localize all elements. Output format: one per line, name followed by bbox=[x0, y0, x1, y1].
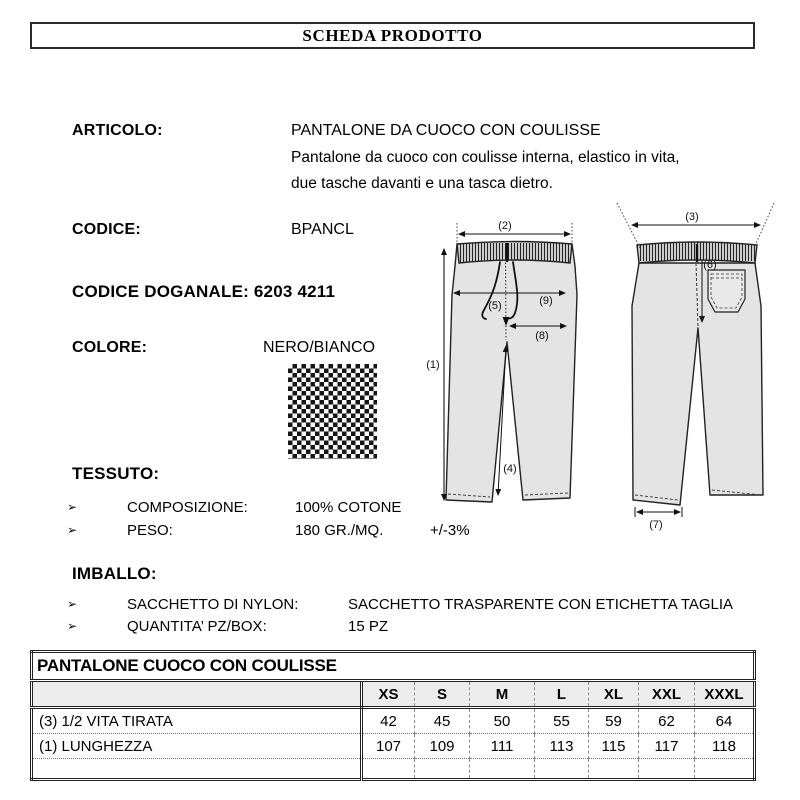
codice-doganale: CODICE DOGANALE: 6203 4211 bbox=[72, 282, 336, 301]
codice-value: BPANCL bbox=[291, 221, 354, 238]
composizione-value: 100% COTONE bbox=[295, 499, 402, 516]
measure-value: 115 bbox=[589, 734, 639, 759]
table-row bbox=[32, 708, 755, 734]
measure-value: 109 bbox=[415, 734, 470, 759]
empty-cell bbox=[362, 759, 415, 780]
measure-row-label: (3) 1/2 VITA TIRATA bbox=[32, 708, 362, 734]
measure-value: 42 bbox=[362, 708, 415, 734]
quantita-label: QUANTITA’ PZ/BOX: bbox=[127, 618, 267, 635]
back-pocket bbox=[708, 270, 745, 312]
measure-9-label: (9) bbox=[539, 295, 553, 307]
size-column-header: M bbox=[470, 681, 535, 708]
articolo-label: ARTICOLO: bbox=[72, 122, 163, 139]
composizione-label: COMPOSIZIONE: bbox=[127, 499, 248, 516]
measure-value: 118 bbox=[695, 734, 755, 759]
measure-value: 107 bbox=[362, 734, 415, 759]
measure-value: 64 bbox=[695, 708, 755, 734]
empty-cell bbox=[589, 759, 639, 780]
measure-value: 117 bbox=[639, 734, 695, 759]
measure-1-label: (1) bbox=[426, 359, 440, 371]
imballo-label: IMBALLO: bbox=[72, 564, 157, 583]
measure-value: 45 bbox=[415, 708, 470, 734]
size-column-header: XL bbox=[589, 681, 639, 708]
size-column-header: XS bbox=[362, 681, 415, 708]
size-column-header: XXXL bbox=[695, 681, 755, 708]
size-column-header: XXL bbox=[639, 681, 695, 708]
arrow-bullet-icon: ➢ bbox=[67, 523, 78, 537]
tessuto-label: TESSUTO: bbox=[72, 464, 160, 483]
pants-front-diagram bbox=[420, 198, 590, 513]
peso-value: 180 GR./MQ. bbox=[295, 522, 384, 539]
arrow-bullet-icon: ➢ bbox=[67, 619, 78, 633]
arrow-bullet-icon: ➢ bbox=[67, 597, 78, 611]
measure-value: 111 bbox=[470, 734, 535, 759]
quantita-value: 15 PZ bbox=[348, 618, 389, 635]
empty-cell bbox=[535, 759, 589, 780]
measure-value: 55 bbox=[535, 708, 589, 734]
peso-tolerance: +/-3% bbox=[430, 522, 470, 539]
measure-5-label: (5) bbox=[488, 300, 502, 312]
peso-label: PESO: bbox=[127, 522, 173, 539]
empty-cell bbox=[32, 759, 362, 780]
size-table bbox=[30, 650, 756, 781]
colore-value: NERO/BIANCO bbox=[263, 339, 376, 356]
articolo-description-line2: due tasche davanti e una tasca dietro. bbox=[291, 175, 553, 192]
size-table-header-row bbox=[32, 681, 755, 708]
measure-7-label: (7) bbox=[649, 519, 663, 531]
sheet-title: SCHEDA PRODOTTO bbox=[302, 25, 483, 45]
sacchetto-value: SACCHETTO TRASPARENTE CON ETICHETTA TAGLIA bbox=[348, 596, 734, 613]
table-row-empty bbox=[32, 759, 755, 780]
empty-cell bbox=[415, 759, 470, 780]
measure-8-label: (8) bbox=[535, 330, 549, 342]
articolo-value: PANTALONE DA CUOCO CON COULISSE bbox=[291, 122, 601, 139]
measure-value: 59 bbox=[589, 708, 639, 734]
size-table-title: PANTALONE CUOCO CON COULISSE bbox=[32, 652, 755, 681]
size-column-header: S bbox=[415, 681, 470, 708]
measure-row-label: (1) LUNGHEZZA bbox=[32, 734, 362, 759]
colore-label: COLORE: bbox=[72, 339, 148, 356]
front-elastic-waistband bbox=[457, 242, 572, 264]
fabric-checkerboard-swatch bbox=[288, 364, 377, 459]
codice-label: CODICE: bbox=[72, 221, 141, 238]
empty-cell bbox=[639, 759, 695, 780]
empty-cell bbox=[695, 759, 755, 780]
pants-back-diagram bbox=[612, 196, 784, 536]
measure-3-label: (3) bbox=[685, 211, 699, 223]
measure-value: 113 bbox=[535, 734, 589, 759]
table-row bbox=[32, 734, 755, 759]
measure-value: 50 bbox=[470, 708, 535, 734]
size-table-title-row bbox=[32, 652, 755, 681]
size-table-corner-cell bbox=[32, 681, 362, 708]
size-column-header: L bbox=[535, 681, 589, 708]
empty-cell bbox=[470, 759, 535, 780]
measure-4-label: (4) bbox=[503, 463, 517, 475]
measure-2-label: (2) bbox=[498, 220, 512, 232]
sheet-title-box bbox=[30, 22, 755, 49]
articolo-description-line1: Pantalone da cuoco con coulisse interna, elastico in vita, bbox=[291, 149, 680, 166]
measure-value: 62 bbox=[639, 708, 695, 734]
sacchetto-label: SACCHETTO DI NYLON: bbox=[127, 596, 299, 613]
measure-6-label: (6) bbox=[703, 259, 717, 271]
arrow-bullet-icon: ➢ bbox=[67, 500, 78, 514]
